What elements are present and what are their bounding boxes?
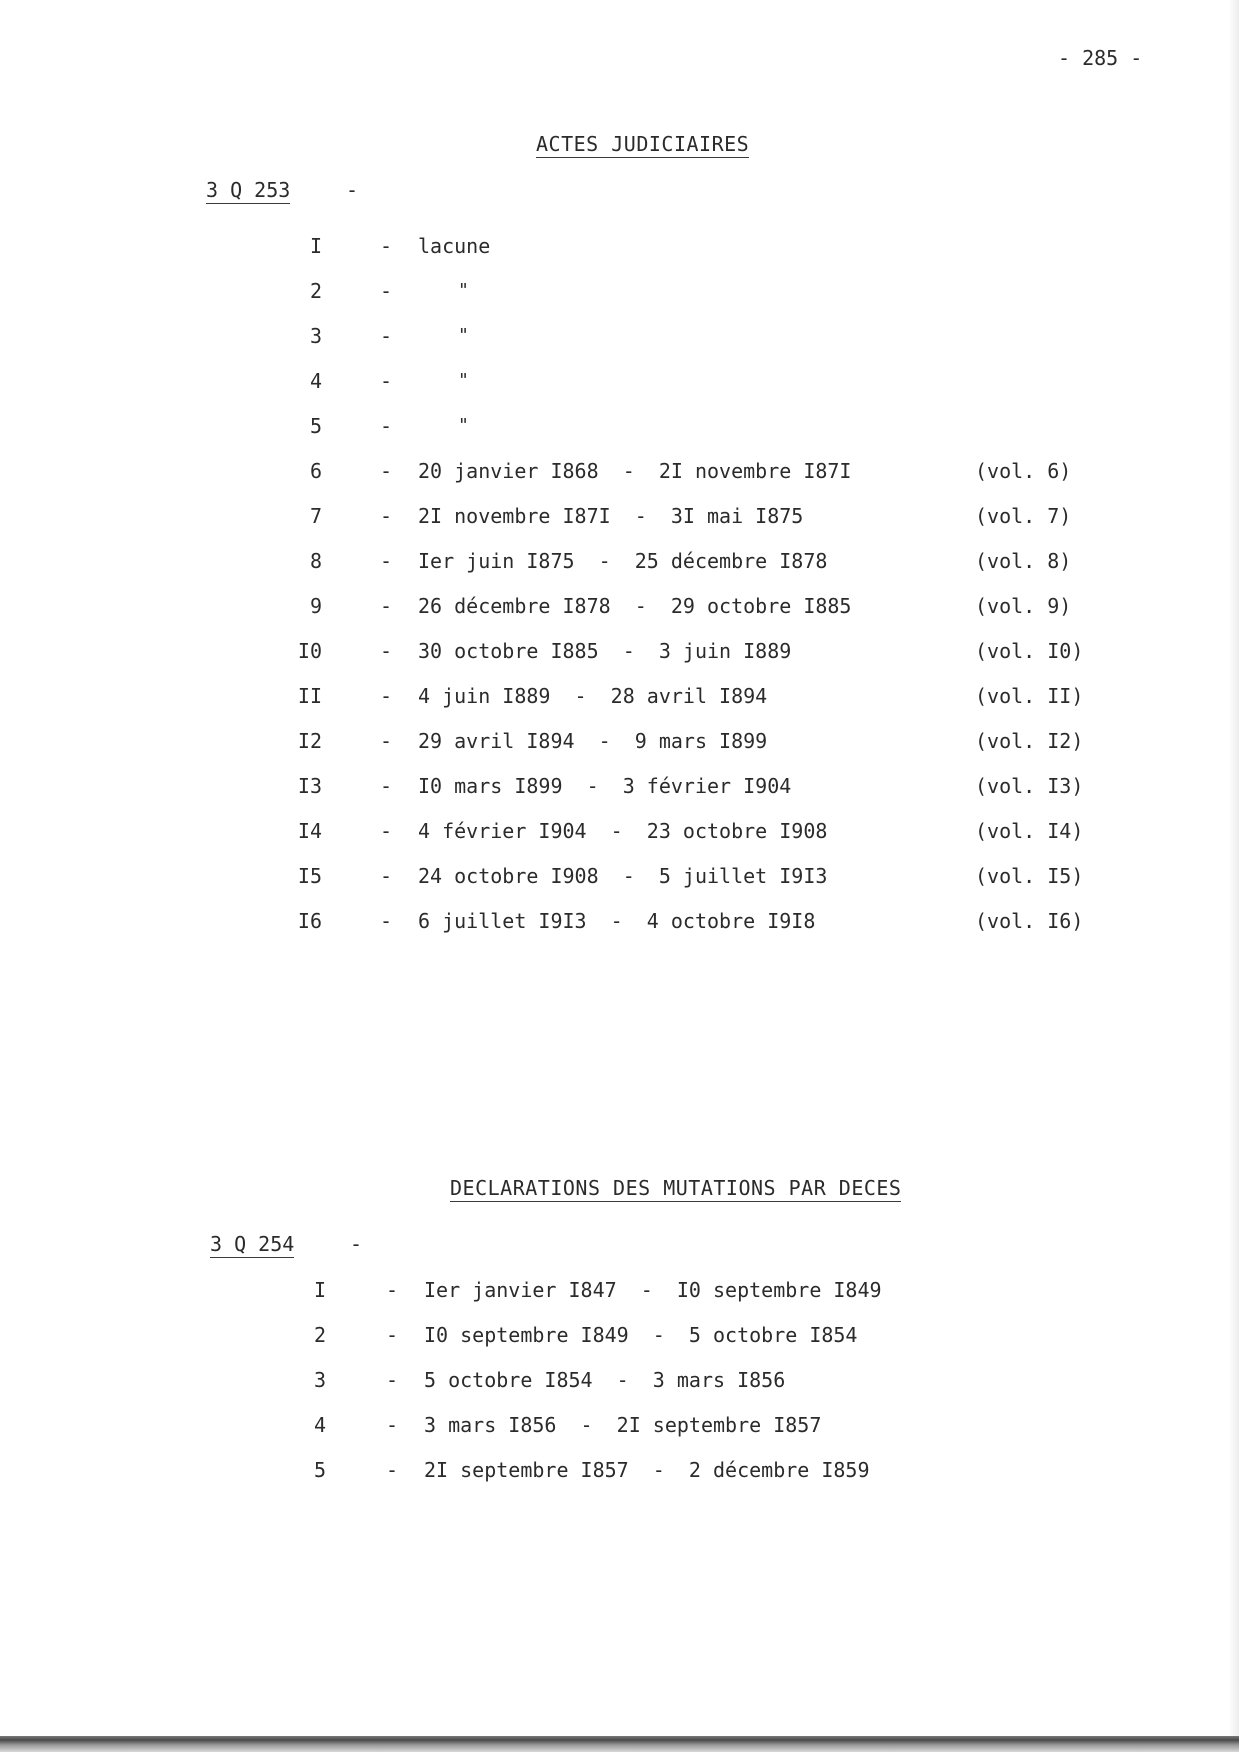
entry-date-range: Ier janvier I847 - I0 septembre I849 bbox=[424, 1278, 882, 1302]
reference-dash: - bbox=[350, 1232, 363, 1256]
entry-dash: - bbox=[380, 549, 393, 573]
entry-date-range: 6 juillet I9I3 - 4 octobre I9I8 bbox=[418, 909, 816, 933]
entry-date-range: 4 février I904 - 23 octobre I908 bbox=[418, 819, 828, 843]
entry-dash: - bbox=[380, 864, 393, 888]
entry-number: 3 bbox=[309, 324, 322, 348]
entry-dash: - bbox=[380, 324, 393, 348]
entry-dash: - bbox=[380, 774, 393, 798]
reference-dash: - bbox=[346, 178, 359, 202]
volume-label: (vol. I6) bbox=[975, 909, 1084, 933]
entry-number: 5 bbox=[309, 414, 322, 438]
entry-number: II bbox=[297, 684, 322, 708]
entry-number: I6 bbox=[297, 909, 322, 933]
entry-number: I5 bbox=[297, 864, 322, 888]
entry-dash: - bbox=[380, 504, 393, 528]
volume-label: (vol. 8) bbox=[975, 549, 1072, 573]
volume-label: (vol. I3) bbox=[975, 774, 1084, 798]
entry-number: I bbox=[313, 1278, 326, 1302]
entry-date-range: Ier juin I875 - 25 décembre I878 bbox=[418, 549, 828, 573]
entry-number: I2 bbox=[297, 729, 322, 753]
entry-dash: - bbox=[380, 234, 393, 258]
entry-number: 4 bbox=[309, 369, 322, 393]
entry-number: 8 bbox=[309, 549, 322, 573]
section-heading-declarations: DECLARATIONS DES MUTATIONS PAR DECES bbox=[450, 1176, 902, 1200]
entry-dash: - bbox=[380, 414, 393, 438]
entry-date-range: 2I novembre I87I - 3I mai I875 bbox=[418, 504, 804, 528]
entry-date-range: 30 octobre I885 - 3 juin I889 bbox=[418, 639, 792, 663]
entry-number: 4 bbox=[313, 1413, 326, 1437]
entry-dash: - bbox=[386, 1278, 399, 1302]
entry-dash: - bbox=[386, 1458, 399, 1482]
entry-number: I bbox=[309, 234, 322, 258]
entry-number: 6 bbox=[309, 459, 322, 483]
page-edge-shadow bbox=[1229, 0, 1239, 1752]
entry-number: 2 bbox=[309, 279, 322, 303]
entry-dash: - bbox=[386, 1323, 399, 1347]
section-heading-actes-judiciaires: ACTES JUDICIAIRES bbox=[536, 132, 750, 156]
entry-dash: - bbox=[380, 819, 393, 843]
archive-reference: 3 Q 253 bbox=[206, 178, 291, 202]
entry-date-range: I0 septembre I849 - 5 octobre I854 bbox=[424, 1323, 858, 1347]
entry-dash: - bbox=[380, 639, 393, 663]
entry-dash: - bbox=[380, 594, 393, 618]
entry-number: 9 bbox=[309, 594, 322, 618]
ditto-mark: " bbox=[458, 325, 469, 346]
entry-number: 3 bbox=[313, 1368, 326, 1392]
entry-dash: - bbox=[386, 1368, 399, 1392]
entry-number: I4 bbox=[297, 819, 322, 843]
volume-label: (vol. I4) bbox=[975, 819, 1084, 843]
volume-label: (vol. 7) bbox=[975, 504, 1072, 528]
volume-label: (vol. I5) bbox=[975, 864, 1084, 888]
volume-label: (vol. II) bbox=[975, 684, 1084, 708]
entry-date-range: 29 avril I894 - 9 mars I899 bbox=[418, 729, 768, 753]
volume-label: (vol. I2) bbox=[975, 729, 1084, 753]
entry-dash: - bbox=[380, 459, 393, 483]
entry-date-range: 24 octobre I908 - 5 juillet I9I3 bbox=[418, 864, 828, 888]
entry-number: I0 bbox=[297, 639, 322, 663]
entry-dash: - bbox=[380, 279, 393, 303]
entry-dash: - bbox=[386, 1413, 399, 1437]
entry-number: 2 bbox=[313, 1323, 326, 1347]
archive-reference: 3 Q 254 bbox=[210, 1232, 295, 1256]
entry-date-range: 20 janvier I868 - 2I novembre I87I bbox=[418, 459, 852, 483]
volume-label: (vol. I0) bbox=[975, 639, 1084, 663]
scan-bottom-band bbox=[0, 1736, 1239, 1752]
ditto-mark: " bbox=[458, 280, 469, 301]
entry-date-range: 5 octobre I854 - 3 mars I856 bbox=[424, 1368, 786, 1392]
entry-number: I3 bbox=[297, 774, 322, 798]
ditto-mark: " bbox=[458, 415, 469, 436]
entry-date-range: 3 mars I856 - 2I septembre I857 bbox=[424, 1413, 822, 1437]
volume-label: (vol. 9) bbox=[975, 594, 1072, 618]
entry-dash: - bbox=[380, 909, 393, 933]
entry-date-range: 26 décembre I878 - 29 octobre I885 bbox=[418, 594, 852, 618]
entry-dash: - bbox=[380, 369, 393, 393]
entry-date-range: 2I septembre I857 - 2 décembre I859 bbox=[424, 1458, 870, 1482]
entry-number: 7 bbox=[309, 504, 322, 528]
entry-number: 5 bbox=[313, 1458, 326, 1482]
ditto-mark: " bbox=[458, 370, 469, 391]
entry-date-range: I0 mars I899 - 3 février I904 bbox=[418, 774, 792, 798]
volume-label: (vol. 6) bbox=[975, 459, 1072, 483]
entry-date-range: lacune bbox=[418, 234, 491, 258]
entry-date-range: 4 juin I889 - 28 avril I894 bbox=[418, 684, 768, 708]
entry-dash: - bbox=[380, 684, 393, 708]
page-number: - 285 - bbox=[1058, 46, 1143, 70]
entry-dash: - bbox=[380, 729, 393, 753]
